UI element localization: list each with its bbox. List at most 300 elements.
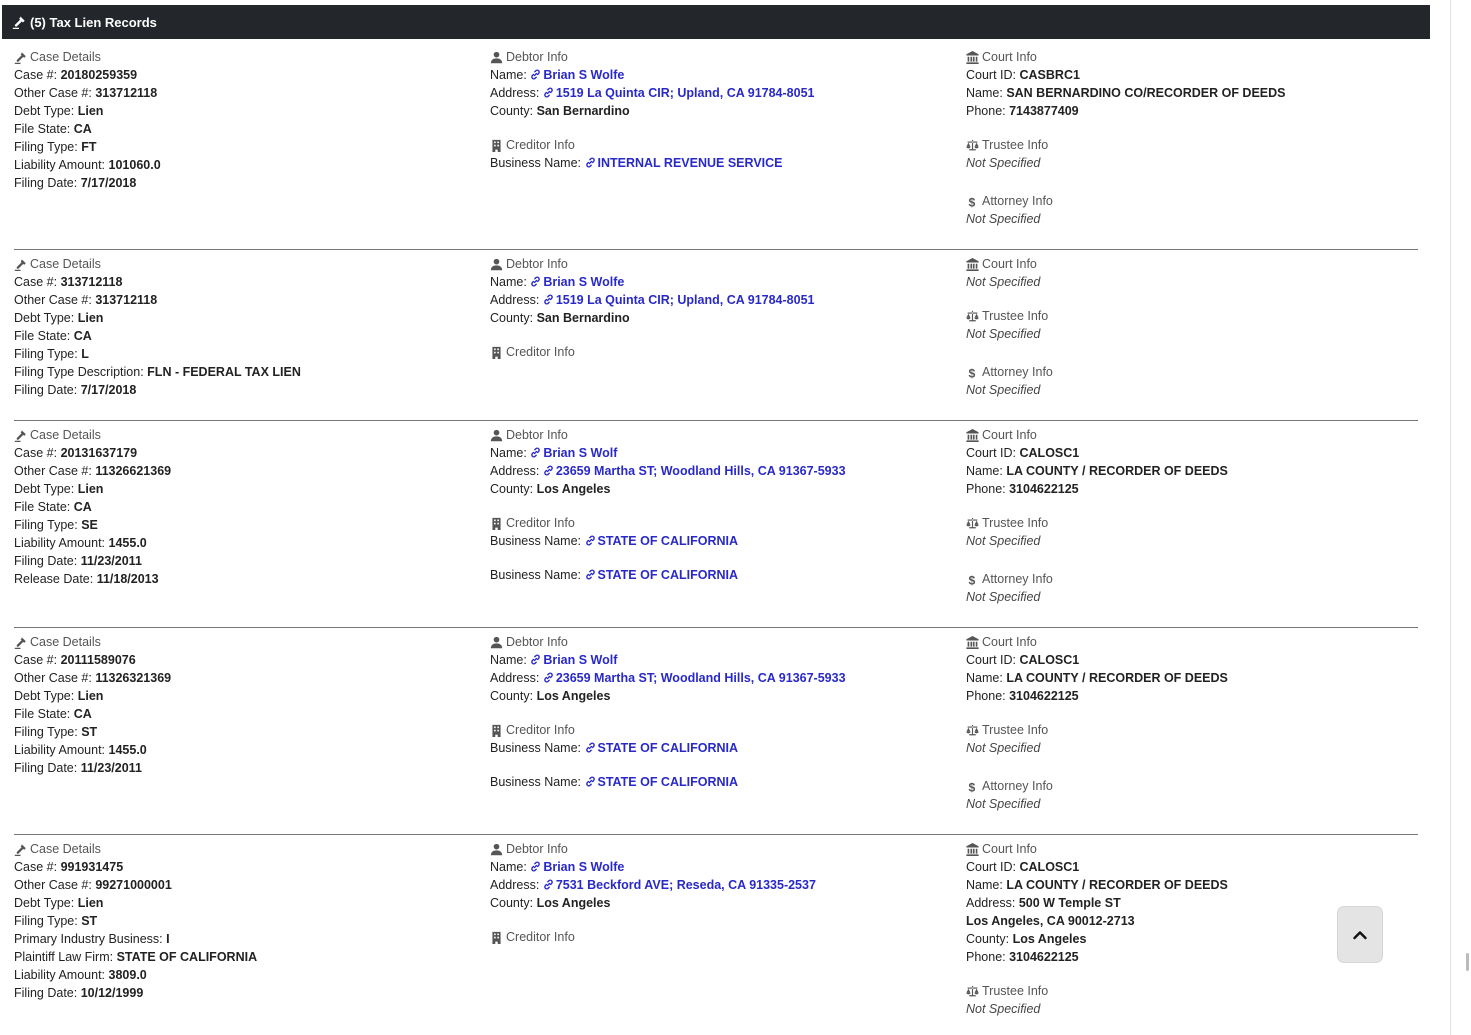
link-icon	[530, 447, 541, 458]
courthouse-icon	[966, 258, 979, 271]
field-label: Court ID:	[966, 68, 1017, 82]
field-row	[966, 858, 1416, 876]
field-value: 313712118	[95, 86, 158, 100]
field-label: Filing Type:	[14, 140, 78, 154]
field-label: Filing Type:	[14, 914, 78, 928]
field-value: San Bernardino	[536, 311, 630, 325]
courthouse-icon	[966, 636, 979, 649]
link-icon	[585, 535, 596, 546]
field-label: Debt Type:	[14, 896, 75, 910]
field-value: CA	[73, 122, 92, 136]
section-header[interactable]	[2, 5, 1430, 39]
dollar-icon	[966, 366, 979, 379]
tax-lien-record	[14, 835, 1418, 1025]
field-row	[14, 651, 484, 669]
building-icon	[490, 931, 503, 944]
section-label: Trustee Info	[982, 309, 1049, 323]
field-row	[14, 480, 484, 498]
field-value: Lien	[77, 689, 104, 703]
gavel-icon	[14, 429, 27, 442]
field-row	[14, 705, 484, 723]
field-value: Lien	[77, 482, 104, 496]
court-column	[966, 633, 1416, 813]
tax-lien-record	[14, 421, 1418, 628]
link-icon	[585, 157, 596, 168]
user-icon	[490, 258, 503, 271]
section-label: Court Info	[982, 842, 1037, 856]
field-label: Name:	[490, 653, 527, 667]
scale-icon	[966, 310, 979, 323]
scroll-to-top-button[interactable]	[1337, 906, 1383, 963]
field-value: Lien	[77, 104, 104, 118]
debtor-column	[490, 633, 960, 791]
field-row	[490, 273, 960, 291]
not-specified-text: Not Specified	[966, 797, 1041, 811]
link-icon	[530, 654, 541, 665]
not-specified-text: Not Specified	[966, 590, 1041, 604]
field-row	[490, 154, 960, 172]
field-row	[14, 498, 484, 516]
scale-icon	[966, 724, 979, 737]
link-icon	[543, 87, 554, 98]
field-link-text: Brian S Wolfe	[543, 68, 625, 82]
trustee-info-title	[966, 982, 1416, 1000]
field-link[interactable]	[530, 68, 624, 82]
field-row	[490, 669, 960, 687]
not-specified-text: Not Specified	[966, 741, 1041, 755]
courthouse-icon	[966, 51, 979, 64]
field-row	[14, 669, 484, 687]
field-label: Filing Type:	[14, 518, 78, 532]
field-label: File State:	[14, 707, 71, 721]
field-value: FLN - FEDERAL TAX LIEN	[147, 365, 301, 379]
field-value: 3104622125	[1009, 482, 1079, 496]
field-value: CALOSC1	[1019, 860, 1080, 874]
field-row	[14, 66, 484, 84]
field-label: Address:	[490, 878, 540, 892]
field-label: County:	[490, 311, 534, 325]
case-details-title	[14, 48, 484, 66]
field-value: 99271000001	[95, 878, 172, 892]
debtor-info-title	[490, 633, 960, 651]
field-value: LA COUNTY / RECORDER OF DEEDS	[1006, 878, 1228, 892]
section-label: Case Details	[30, 635, 101, 649]
field-value: 11/23/2011	[80, 761, 142, 775]
trustee-info-title	[966, 721, 1416, 739]
creditor-info-title	[490, 343, 960, 361]
field-value: 20111589076	[60, 653, 136, 667]
field-label: Phone:	[966, 950, 1006, 964]
field-row	[490, 462, 960, 480]
records-list	[14, 48, 1418, 1025]
field-row	[490, 102, 960, 120]
field-label: Court ID:	[966, 446, 1017, 460]
field-label: Liability Amount:	[14, 968, 106, 982]
field-row	[966, 669, 1416, 687]
field-link[interactable]	[543, 86, 815, 100]
field-link-text: 7531 Beckford AVE; Reseda, CA 91335-2537	[555, 878, 816, 892]
field-label: County:	[490, 104, 534, 118]
field-value: CALOSC1	[1019, 446, 1080, 460]
field-row	[14, 462, 484, 480]
field-label: Other Case #:	[14, 464, 92, 478]
field-row	[14, 741, 484, 759]
field-value: Los Angeles	[536, 689, 611, 703]
field-value: 10/12/1999	[80, 986, 144, 1000]
field-row	[14, 687, 484, 705]
field-label: Business Name:	[490, 156, 582, 170]
scale-icon	[966, 985, 979, 998]
building-icon	[490, 517, 503, 530]
section-label: Trustee Info	[982, 516, 1049, 530]
field-row	[966, 651, 1416, 669]
field-row	[14, 84, 484, 102]
not-specified-text: Not Specified	[966, 327, 1041, 341]
field-row	[490, 739, 960, 757]
field-row	[14, 327, 484, 345]
field-link[interactable]	[543, 293, 815, 307]
field-label: Other Case #:	[14, 86, 92, 100]
field-row	[966, 876, 1416, 894]
section-label: Case Details	[30, 428, 101, 442]
courthouse-icon	[966, 429, 979, 442]
field-link[interactable]	[530, 446, 617, 460]
court-column	[966, 255, 1416, 399]
field-value: 7/17/2018	[80, 176, 137, 190]
field-link[interactable]	[543, 671, 846, 685]
link-icon	[530, 276, 541, 287]
field-link[interactable]	[585, 534, 739, 548]
field-label: County:	[490, 689, 534, 703]
attorney-info-title	[966, 570, 1416, 588]
gavel-icon	[12, 15, 26, 29]
section-label: Creditor Info	[506, 138, 575, 152]
dollar-icon	[966, 780, 979, 793]
field-link-text: Brian S Wolfe	[543, 860, 625, 874]
gavel-icon	[14, 636, 27, 649]
section-label: Court Info	[982, 50, 1037, 64]
field-row	[14, 273, 484, 291]
field-value: LA COUNTY / RECORDER OF DEEDS	[1006, 464, 1228, 478]
field-label: Debt Type:	[14, 689, 75, 703]
field-row	[14, 723, 484, 741]
section-label: Creditor Info	[506, 723, 575, 737]
field-link[interactable]	[543, 878, 816, 892]
field-label: Address:	[966, 896, 1016, 910]
building-icon	[490, 139, 503, 152]
court-info-title	[966, 426, 1416, 444]
link-icon	[543, 465, 554, 476]
section-label: Case Details	[30, 842, 101, 856]
field-value: 11326621369	[95, 464, 172, 478]
field-label: Name:	[966, 464, 1003, 478]
field-value: SAN BERNARDINO CO/RECORDER OF DEEDS	[1006, 86, 1286, 100]
creditor-info-title	[490, 514, 960, 532]
field-label: Address:	[490, 671, 540, 685]
field-label: Debt Type:	[14, 311, 75, 325]
field-link[interactable]	[585, 775, 739, 789]
field-row	[490, 291, 960, 309]
field-value: STATE OF CALIFORNIA	[116, 950, 258, 964]
field-label: County:	[490, 482, 534, 496]
court-info-title	[966, 633, 1416, 651]
field-row	[490, 858, 960, 876]
creditor-info-title	[490, 721, 960, 739]
field-link-text: 23659 Martha ST; Woodland Hills, CA 91367-5933	[555, 464, 846, 478]
chevron-up-icon	[1352, 927, 1368, 943]
field-row	[14, 858, 484, 876]
field-row	[490, 309, 960, 327]
case-details-title	[14, 633, 484, 651]
field-value: CALOSC1	[1019, 653, 1080, 667]
field-link-text: INTERNAL REVENUE SERVICE	[597, 156, 783, 170]
field-link[interactable]	[543, 464, 846, 478]
field-row	[14, 912, 484, 930]
attorney-info-title	[966, 192, 1416, 210]
field-link-text: 1519 La Quinta CIR; Upland, CA 91784-8051	[555, 293, 815, 307]
not-specified-text: Not Specified	[966, 383, 1041, 397]
field-label: Debt Type:	[14, 482, 75, 496]
field-label: Debt Type:	[14, 104, 75, 118]
field-label: Court ID:	[966, 653, 1017, 667]
field-row	[14, 894, 484, 912]
field-link-text: 23659 Martha ST; Woodland Hills, CA 91367-5933	[555, 671, 846, 685]
section-label: Creditor Info	[506, 516, 575, 530]
field-link[interactable]	[585, 156, 783, 170]
scale-icon	[966, 517, 979, 530]
field-value: 11/18/2013	[96, 572, 159, 586]
field-row	[14, 345, 484, 363]
field-link[interactable]	[585, 741, 739, 755]
field-row	[966, 84, 1416, 102]
field-link[interactable]	[530, 275, 624, 289]
field-value: Los Angeles	[1012, 932, 1087, 946]
field-label: Filing Type Description:	[14, 365, 144, 379]
building-icon	[490, 346, 503, 359]
field-label: Business Name:	[490, 775, 582, 789]
field-row	[490, 84, 960, 102]
field-link[interactable]	[530, 860, 624, 874]
dollar-icon	[966, 573, 979, 586]
user-icon	[490, 429, 503, 442]
field-row	[14, 534, 484, 552]
scrollbar-thumb[interactable]	[1466, 953, 1469, 971]
field-value: I	[166, 932, 170, 946]
field-value: San Bernardino	[536, 104, 630, 118]
case-details-column	[14, 633, 484, 777]
field-label: Plaintiff Law Firm:	[14, 950, 114, 964]
field-value: 313712118	[95, 293, 158, 307]
field-row	[14, 174, 484, 192]
court-column	[966, 48, 1416, 228]
debtor-info-title	[490, 840, 960, 858]
field-label: Other Case #:	[14, 671, 92, 685]
scale-icon	[966, 139, 979, 152]
field-link[interactable]	[585, 568, 739, 582]
field-row	[14, 984, 484, 1002]
debtor-column	[490, 48, 960, 172]
attorney-info-title	[966, 777, 1416, 795]
field-row	[490, 687, 960, 705]
field-link-text: 1519 La Quinta CIR; Upland, CA 91784-8051	[555, 86, 815, 100]
field-value: 1455.0	[108, 536, 147, 550]
field-row	[490, 651, 960, 669]
field-label: Name:	[490, 68, 527, 82]
field-value: 11326321369	[95, 671, 172, 685]
gavel-icon	[14, 843, 27, 856]
field-value: SE	[81, 518, 98, 532]
field-link-text: STATE OF CALIFORNIA	[597, 568, 738, 582]
field-value: Los Angeles, CA 90012-2713	[966, 914, 1135, 928]
debtor-column	[490, 426, 960, 584]
field-label: Name:	[490, 275, 527, 289]
field-label: Address:	[490, 293, 540, 307]
svg-text:$: $	[968, 365, 976, 379]
trustee-info-title	[966, 136, 1416, 154]
court-column	[966, 426, 1416, 606]
link-icon	[585, 569, 596, 580]
field-value: 3809.0	[108, 968, 147, 982]
field-value: 500 W Temple ST	[1018, 896, 1121, 910]
not-specified-text: Not Specified	[966, 534, 1041, 548]
field-label: Case #:	[14, 275, 58, 289]
scrollbar-track	[1450, 0, 1451, 1035]
section-label: Court Info	[982, 257, 1037, 271]
field-row	[14, 381, 484, 399]
svg-text:$: $	[968, 194, 976, 208]
field-label: Liability Amount:	[14, 743, 106, 757]
link-icon	[543, 294, 554, 305]
field-link-text: STATE OF CALIFORNIA	[597, 741, 738, 755]
field-value: FT	[81, 140, 97, 154]
court-info-title	[966, 840, 1416, 858]
field-link[interactable]	[530, 653, 617, 667]
field-row	[966, 480, 1416, 498]
field-value: ST	[81, 914, 98, 928]
court-info-title	[966, 48, 1416, 66]
field-row	[14, 876, 484, 894]
field-value: 3104622125	[1009, 689, 1079, 703]
field-value: LA COUNTY / RECORDER OF DEEDS	[1006, 671, 1228, 685]
field-label: Filing Date:	[14, 554, 78, 568]
field-label: Phone:	[966, 689, 1006, 703]
field-label: File State:	[14, 122, 71, 136]
field-row	[966, 66, 1416, 84]
field-value: Lien	[77, 896, 104, 910]
case-details-title	[14, 840, 484, 858]
court-info-title	[966, 255, 1416, 273]
field-label: Filing Date:	[14, 383, 78, 397]
debtor-column	[490, 840, 960, 946]
field-row	[966, 687, 1416, 705]
field-row	[14, 444, 484, 462]
section-label: Debtor Info	[506, 257, 568, 271]
field-row	[490, 532, 960, 550]
field-label: Business Name:	[490, 568, 582, 582]
section-label: Attorney Info	[982, 572, 1053, 586]
section-label: Attorney Info	[982, 194, 1053, 208]
field-label: Business Name:	[490, 741, 582, 755]
link-icon	[585, 776, 596, 787]
case-details-column	[14, 840, 484, 1002]
field-label: Name:	[966, 878, 1003, 892]
field-label: County:	[490, 896, 534, 910]
field-row	[14, 966, 484, 984]
not-specified-text: Not Specified	[966, 275, 1041, 289]
svg-text:$: $	[968, 779, 976, 793]
debtor-column	[490, 255, 960, 361]
field-row	[14, 120, 484, 138]
field-row	[14, 948, 484, 966]
field-label: Filing Type:	[14, 725, 78, 739]
field-value: Los Angeles	[536, 482, 611, 496]
field-label: Name:	[490, 446, 527, 460]
link-icon	[543, 879, 554, 890]
field-link-text: Brian S Wolf	[543, 446, 618, 460]
field-row	[490, 480, 960, 498]
field-label: File State:	[14, 500, 71, 514]
field-label: Case #:	[14, 653, 58, 667]
tax-lien-record	[14, 48, 1418, 250]
field-value: 11/23/2011	[80, 554, 142, 568]
field-value: 20131637179	[60, 446, 138, 460]
field-label: Address:	[490, 464, 540, 478]
field-value: Los Angeles	[536, 896, 611, 910]
trustee-info-title	[966, 307, 1416, 325]
case-details-title	[14, 426, 484, 444]
field-row	[490, 876, 960, 894]
field-label: Other Case #:	[14, 293, 92, 307]
field-label: Name:	[966, 86, 1003, 100]
courthouse-icon	[966, 843, 979, 856]
field-label: Filing Date:	[14, 761, 78, 775]
creditor-info-title	[490, 136, 960, 154]
field-label: County:	[966, 932, 1010, 946]
section-label: Court Info	[982, 428, 1037, 442]
field-row	[14, 930, 484, 948]
section-label: Debtor Info	[506, 635, 568, 649]
field-value: 101060.0	[108, 158, 161, 172]
field-value: L	[81, 347, 89, 361]
field-row	[14, 552, 484, 570]
user-icon	[490, 51, 503, 64]
case-details-column	[14, 48, 484, 192]
section-label: Creditor Info	[506, 345, 575, 359]
field-row	[14, 309, 484, 327]
field-label: Case #:	[14, 860, 58, 874]
section-label: Case Details	[30, 50, 101, 64]
creditor-info-title	[490, 928, 960, 946]
field-label: Business Name:	[490, 534, 582, 548]
field-label: Filing Date:	[14, 176, 78, 190]
case-details-column	[14, 255, 484, 399]
section-label: Debtor Info	[506, 428, 568, 442]
tax-lien-record	[14, 250, 1418, 421]
field-label: Case #:	[14, 68, 58, 82]
field-value: 7/17/2018	[80, 383, 137, 397]
building-icon	[490, 724, 503, 737]
field-row	[14, 156, 484, 174]
debtor-info-title	[490, 255, 960, 273]
section-label: Debtor Info	[506, 50, 568, 64]
field-value: CA	[73, 500, 92, 514]
link-icon	[585, 742, 596, 753]
field-label: File State:	[14, 329, 71, 343]
gavel-icon	[14, 258, 27, 271]
field-value: CA	[73, 707, 92, 721]
field-row	[490, 66, 960, 84]
field-value: 20180259359	[60, 68, 138, 82]
